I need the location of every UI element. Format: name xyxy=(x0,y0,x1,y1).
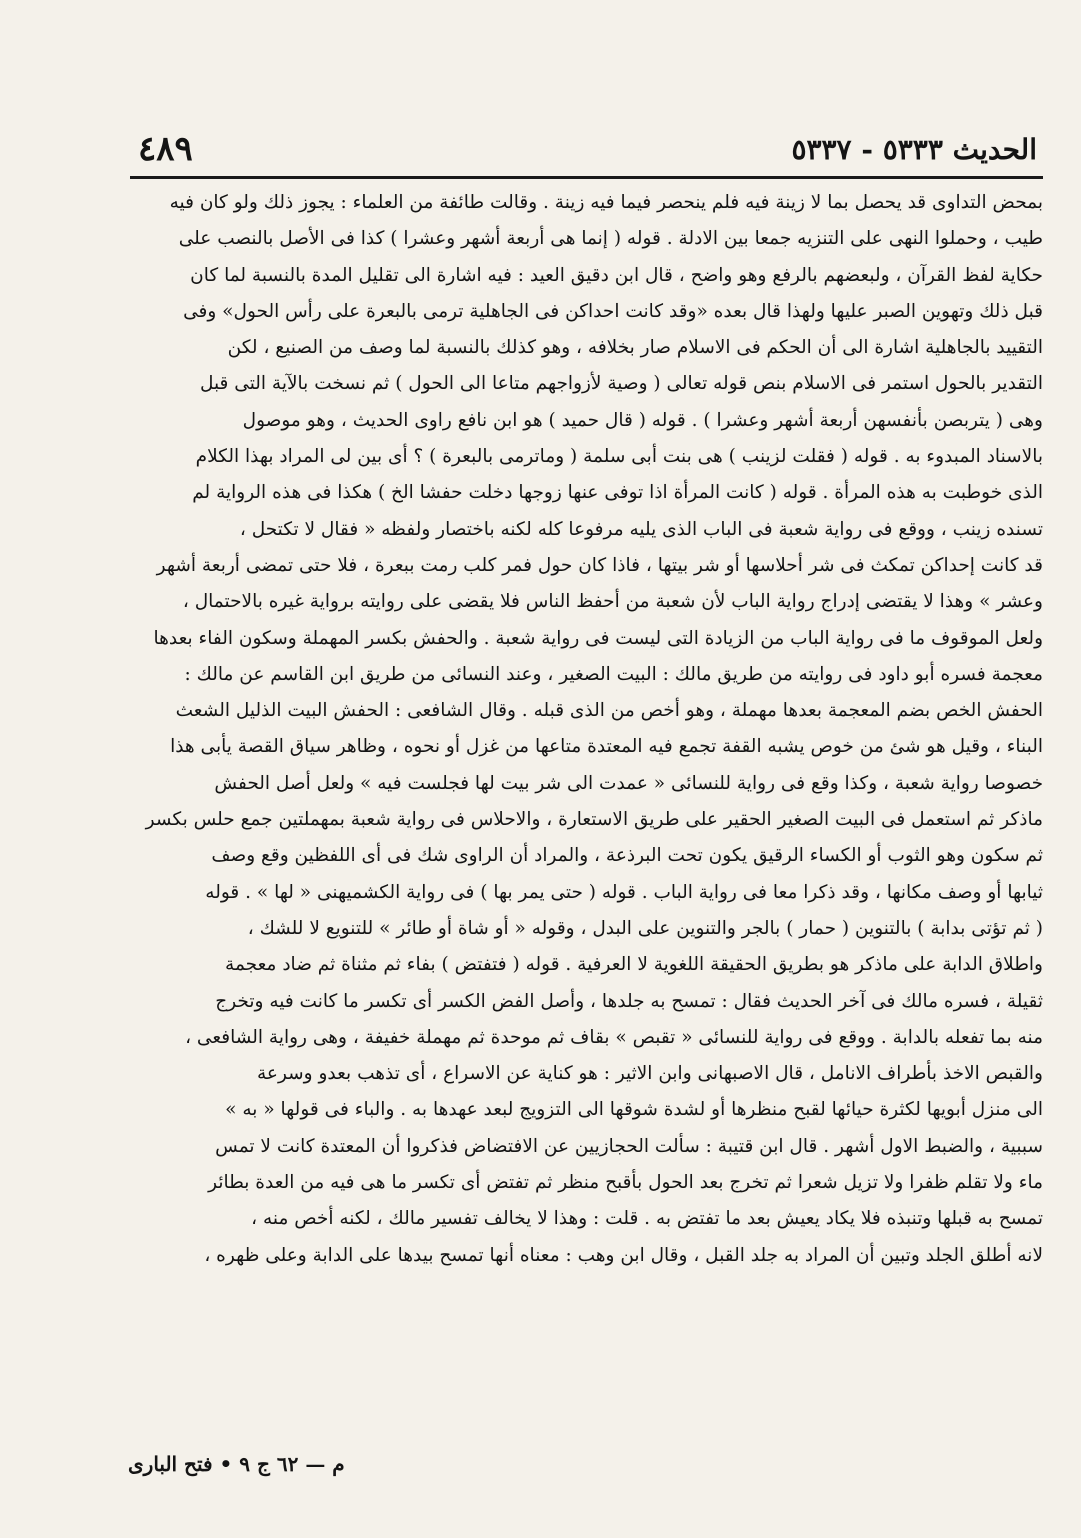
text-line: خصوصا رواية شعبة ، وكذا وقع فى رواية للنسائى « عمدت الى شر بيت لها فجلست فيه » ولعل أصل الحفش xyxy=(214,772,1043,794)
text-line: تمسح به قبلها وتنبذه فلا يكاد يعيش بعد ما تفتض به . قلت : وهذا لا يخالف تفسير مالك ، لكنه أخص منه ، xyxy=(251,1208,1043,1230)
text-line: لانه أطلق الجلد وتبين أن المراد به جلد القبل ، وقال ابن وهب : معناه أنها تمسح بيدها على الدابة وعلى ظهره ، xyxy=(204,1244,1043,1266)
text-line: قبل ذلك وتهوين الصبر عليها ولهذا قال بعده «وقد كانت احداكن فى الجاهلية ترمى بالبعرة على رأس الحول» وفى xyxy=(183,300,1043,322)
text-line: ماذكر ثم استعمل فى البيت الصغير الحقير على طريق الاستعارة ، والاحلاس فى رواية شعبة بمهملتين جمع حلس بكسر xyxy=(145,809,1043,831)
header-rule xyxy=(130,176,1043,179)
text-line: الحفش الخص بضم المعجمة بعدها مهملة ، وهو أخص من الذى قبله . وقال الشافعى : الحفش البيت الذليل الشعث xyxy=(175,700,1043,722)
text-line: قد كانت إحداكن تمكث فى شر أحلاسها أو شر بيتها ، فاذا كان حول فمر كلب رمت ببعرة ، فلا حتى تمضى أربعة أشهر xyxy=(156,554,1043,576)
text-line: التقدير بالحول استمر فى الاسلام بنص قوله تعالى ( وصية لأزواجهم متاعا الى الحول ) ثم نسخت بالآية التى قبل xyxy=(199,373,1043,395)
text-line: البناء ، وقيل هو شئ من خوص يشبه القفة تجمع فيه المعتدة متاعها من غزل أو نحوه ، وظاهر سياق القصة يأبى هذا xyxy=(170,736,1043,758)
text-line: ماء ولا تقلم ظفرا ولا تزيل شعرا ثم تخرج بعد الحول بأقبح منظر ثم تفتض أى تكسر ما هى فيه من العدة بطائر xyxy=(208,1172,1043,1194)
printer-signature: م — ٦٢ ج ٩ • فتح البارى xyxy=(128,1452,345,1476)
text-line: منه بما تفعله بالدابة . ووقع فى رواية للنسائى « تقبص » بقاف ثم موحدة ثم مهملة خفيفة ، وهى رواية الشافعى ، xyxy=(185,1026,1043,1048)
text-line: الى منزل أبويها لكثرة حيائها لقبح منظرها أو لشدة شوقها الى التزويج لبعد عهدها به . والباء فى قولها « به » xyxy=(225,1099,1043,1121)
running-head: الحديث ٥٣٣٣ - ٥٣٣٧ xyxy=(791,133,1037,166)
text-line: وعشر » وهذا لا يقتضى إدراج رواية الباب لأن شعبة من أحفظ الناس فلا يقضى على روايته برواية غيره بالاحتمال ، xyxy=(182,591,1043,613)
page-header xyxy=(130,125,1043,177)
text-line: التقييد بالجاهلية اشارة الى أن الحكم فى الاسلام صار بخلافه ، وهو كذلك بالنسبة لما وصف من الصنيع ، لكن xyxy=(227,337,1043,359)
text-line: ولعل الموقوف ما فى رواية الباب من الزيادة التى ليست فى رواية شعبة . والحفش بكسر المهملة وسكون الفاء بعدها xyxy=(153,627,1043,649)
text-line: ثقيلة ، فسره مالك فى آخر الحديث فقال : تمسح به جلدها ، وأصل الفض الكسر أى تكسر ما كانت فيه وتخرج xyxy=(215,990,1043,1012)
text-line: طيب ، وحملوا النهى على التنزيه جمعا بين الادلة . قوله ( إنما هى أربعة أشهر وعشرا ) كذا فى الأصل بالنصب على xyxy=(178,228,1043,250)
text-line: تسنده زينب ، ووقع فى رواية شعبة فى الباب الذى يليه مرفوعا كله لكنه باختصار ولفظه « فقال لا تكتحل ، xyxy=(239,518,1043,540)
text-line: وهى ( يتربصن بأنفسهن أربعة أشهر وعشرا ) . قوله ( قال حميد ) هو ابن نافع راوى الحديث ، وهو موصول xyxy=(242,409,1043,431)
text-line: معجمة فسره أبو داود فى روايته من طريق مالك : البيت الصغير ، وعند النسائى من طريق ابن القاسم عن مالك : xyxy=(184,663,1043,685)
text-line: ثم سكون وهو الثوب أو الكساء الرقيق يكون تحت البرذعة ، والمراد أن الراوى شك فى أى اللفظين وقع وصف xyxy=(211,845,1043,867)
page-number: ٤٨٩ xyxy=(138,129,193,169)
text-line: بمحض التداوى قد يحصل بما لا زينة فيه فلم ينحصر فيما فيه زينة . وقالت طائفة من العلماء : يجوز ذلك ولو كان فيه xyxy=(169,192,1043,213)
text-line: حكاية لفظ القرآن ، ولبعضهم بالرفع وهو واضح ، قال ابن دقيق العيد : فيه اشارة الى تقليل المدة بالنسبة لما كان xyxy=(190,264,1043,286)
text-line: والقبص الاخذ بأطراف الانامل ، قال الاصبهانى وابن الاثير : هو كناية عن الاسراع ، أى تذهب بعدو وسرعة xyxy=(256,1063,1043,1085)
text-line: واطلاق الدابة على ماذكر هو بطريق الحقيقة اللغوية لا العرفية . قوله ( فتفتض ) بفاء ثم مثناة ثم ضاد معجمة xyxy=(225,954,1043,976)
text-line: ( ثم تؤتى بدابة ) بالتنوين ( حمار ) بالجر والتنوين على البدل ، وقوله « أو شاة أو طائر » للتنويع لا للشك ، xyxy=(247,917,1043,939)
text-line: سببية ، والضبط الاول أشهر . قال ابن قتيبة : سألت الحجازيين عن الافتضاض فذكروا أن المعتدة كانت لا تمس xyxy=(215,1135,1043,1157)
text-line: الذى خوطبت به هذه المرأة . قوله ( كانت المرأة اذا توفى عنها زوجها دخلت حفشا الخ ) هكذا فى هذه الرواية لم xyxy=(192,482,1043,504)
commentary-text xyxy=(128,185,1043,1274)
text-line: ثيابها أو وصف مكانها ، وقد ذكرا معا فى رواية الباب . قوله ( حتى يمر بها ) فى رواية الكشميهنى « لها » . قوله xyxy=(205,881,1043,903)
text-line: بالاسناد المبدوء به . قوله ( فقلت لزينب ) هى بنت أبى سلمة ( وماترمى بالبعرة ) ؟ أى بين لى المراد بهذا الكلام xyxy=(195,446,1043,468)
